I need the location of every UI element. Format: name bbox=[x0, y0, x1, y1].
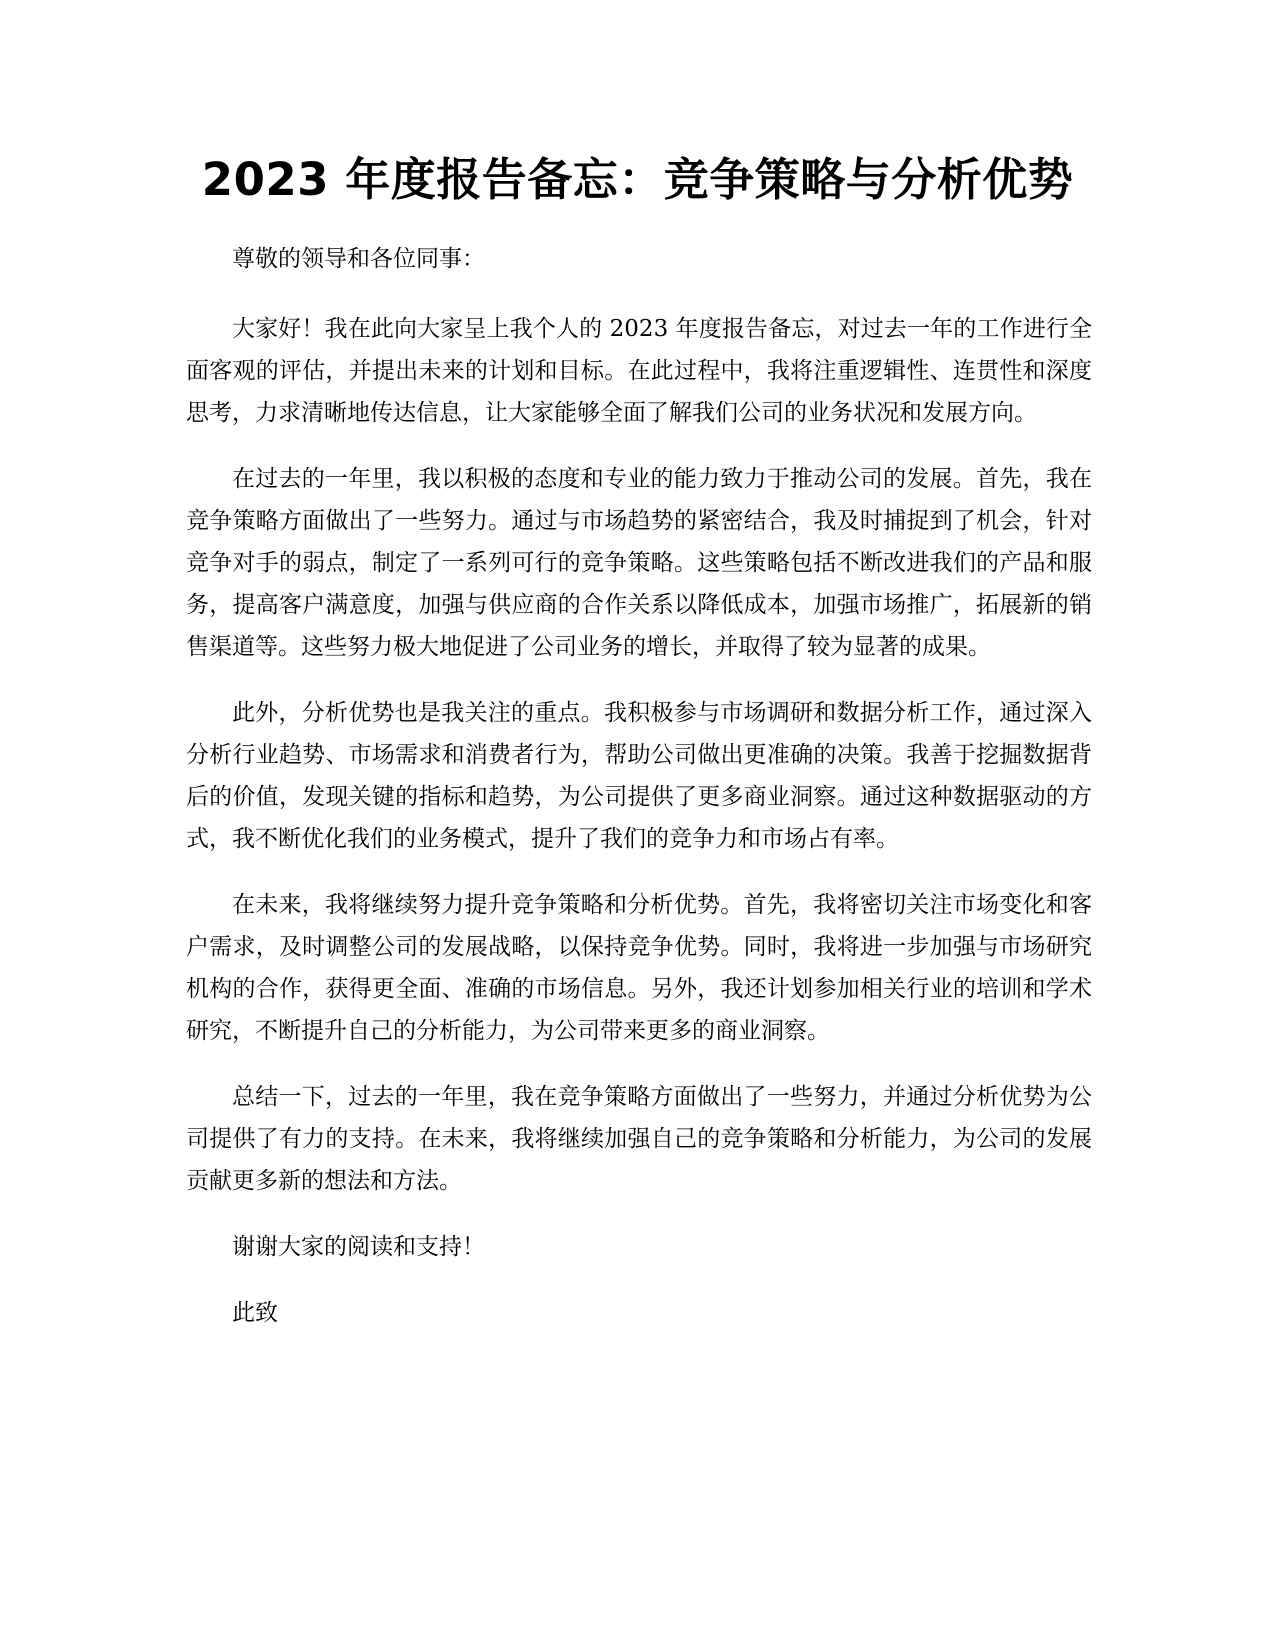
closing-line: 此致 bbox=[232, 1300, 278, 1326]
document-body bbox=[186, 238, 1092, 1358]
paragraph-future-plans: 在未来，我将继续努力提升竞争策略和分析优势。首先，我将密切关注市场变化和客户需求，及时调整公司的发展战略，以保持竞争优势。同时，我将进一步加强与市场研究机构的合作，获得更全面、准确的市场信息。另外，我还计划参加相关行业的培训和学术研究，不断提升自己的分析能力，为公司带来更多的商业洞察。 bbox=[186, 892, 1092, 1044]
paragraph-intro: 大家好！我在此向大家呈上我个人的 2023 年度报告备忘，对过去一年的工作进行全面客观的评估，并提出未来的计划和目标。在此过程中，我将注重逻辑性、连贯性和深度思考，力求清晰地传达信息，让大家能够全面了解我们公司的业务状况和发展方向。 bbox=[186, 316, 1092, 426]
salutation: 尊敬的领导和各位同事： bbox=[232, 246, 485, 272]
document-title: 2023 年度报告备忘：竞争策略与分析优势 bbox=[201, 153, 1074, 206]
paragraph-competitive-strategy: 在过去的一年里，我以积极的态度和专业的能力致力于推动公司的发展。首先，我在竞争策略方面做出了一些努力。通过与市场趋势的紧密结合，我及时捕捉到了机会，针对竞争对手的弱点，制定了一系列可行的竞争策略。这些策略包括不断改进我们的产品和服务，提高客户满意度，加强与供应商的合作关系以降低成本，加强市场推广，拓展新的销售渠道等。这些努力极大地促进了公司业务的增长，并取得了较为显著的成果。 bbox=[186, 466, 1092, 660]
paragraph-analysis-advantage: 此外，分析优势也是我关注的重点。我积极参与市场调研和数据分析工作，通过深入分析行业趋势、市场需求和消费者行为，帮助公司做出更准确的决策。我善于挖掘数据背后的价值，发现关键的指标和趋势，为公司提供了更多商业洞察。通过这种数据驱动的方式，我不断优化我们的业务模式，提升了我们的竞争力和市场占有率。 bbox=[186, 700, 1092, 852]
paragraph-summary: 总结一下，过去的一年里，我在竞争策略方面做出了一些努力，并通过分析优势为公司提供了有力的支持。在未来，我将继续加强自己的竞争策略和分析能力，为公司的发展贡献更多新的想法和方法。 bbox=[186, 1084, 1092, 1194]
thanks-line: 谢谢大家的阅读和支持！ bbox=[232, 1234, 485, 1260]
